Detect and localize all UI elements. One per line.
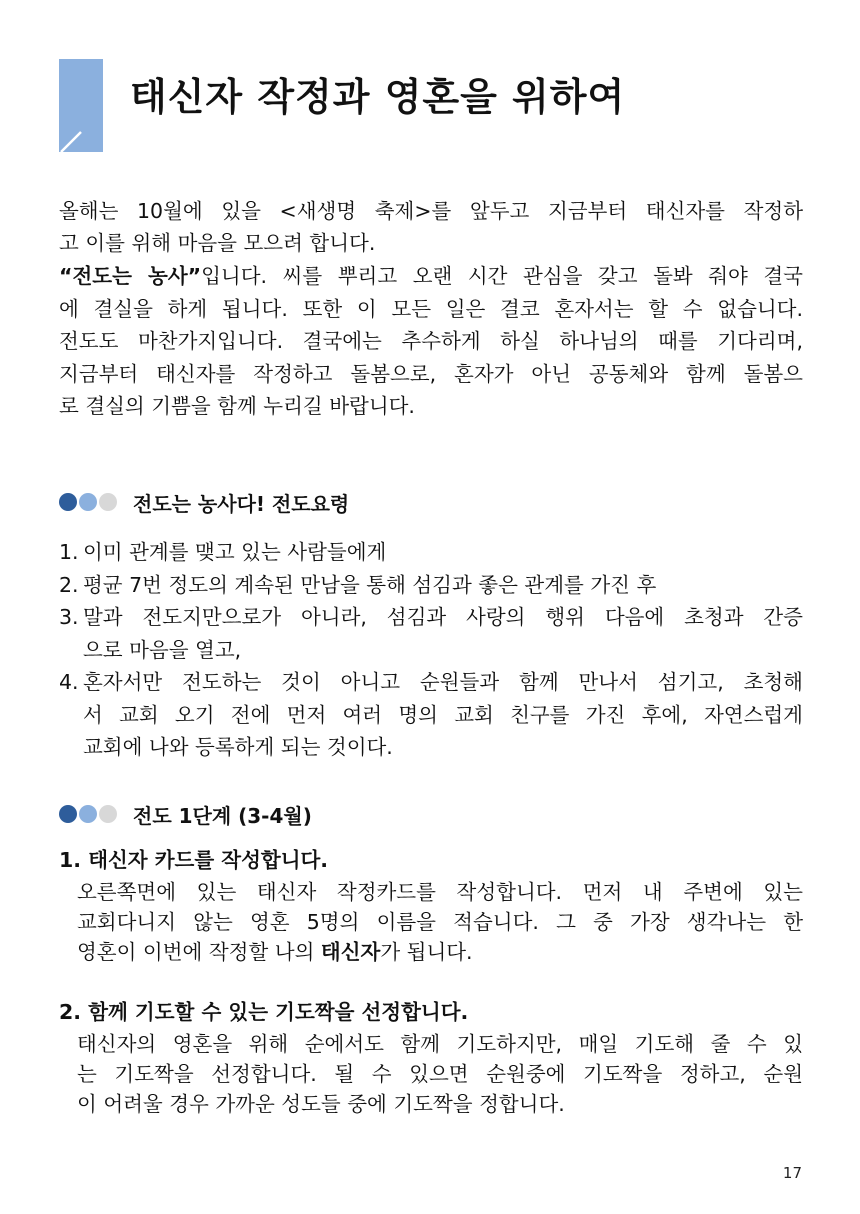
bullet-dot-light-icon	[79, 805, 97, 823]
list-item-number: 1.	[59, 540, 79, 564]
intro-line-5: 전도도 마찬가지입니다. 결국에는 추수하게 하실 하나님의 때를 기다리며,	[59, 329, 803, 353]
list-item-number: 3.	[59, 605, 79, 629]
intro-line-6: 지금부터 태신자를 작정하고 돌봄으로, 혼자가 아닌 공동체와 함께 돌봄으	[59, 362, 803, 386]
list-item-line: 교회에 나와 등록하게 되는 것이다.	[83, 735, 393, 759]
step-2-line-3: 이 어려울 경우 가까운 성도들 중에 기도짝을 정합니다.	[77, 1092, 565, 1116]
step-1-line-2: 교회다니지 않는 영혼 5명의 이름을 적습니다. 그 중 가장 생각나는 한	[77, 910, 803, 934]
bullet-dot-gray-icon	[99, 493, 117, 511]
list-item-line: 이미 관계를 맺고 있는 사람들에게	[83, 540, 387, 564]
list-item-line: 서 교회 오기 전에 먼저 여러 명의 교회 친구를 가진 후에, 자연스럽게	[83, 702, 803, 727]
bullet-dot-dark-icon	[59, 493, 77, 511]
step-1-line-3	[77, 936, 803, 969]
list-item-line: 혼자서만 전도하는 것이 아니고 순원들과 함께 만나서 섬기고, 초청해	[83, 670, 803, 694]
list-item-line: 말과 전도지만으로가 아니라, 섬김과 사랑의 행위 다음에 초청과 간증	[83, 605, 803, 629]
step-2-heading: 2. 함께 기도할 수 있는 기도짝을 선정합니다.	[59, 1000, 469, 1024]
page-number: 17	[782, 1164, 802, 1182]
page-title: 태신자 작정과 영혼을 위하여	[130, 75, 626, 119]
intro-line-4: 에 결실을 하게 됩니다. 또한 이 모든 일은 결코 혼자서는 할 수 없습니다.	[59, 297, 803, 321]
step-1-bold-word: 태신자	[320, 940, 381, 964]
section-heading-label: 전도는 농사다! 전도요령	[133, 491, 350, 516]
intro-line-3	[59, 260, 803, 293]
tips-list	[59, 536, 803, 764]
list-item	[59, 569, 803, 602]
list-item-number: 4.	[59, 670, 79, 694]
list-item-line: 평균 7번 정도의 계속된 만남을 통해 섬김과 좋은 관계를 가진 후	[83, 572, 657, 597]
section-heading-label: 전도 1단계 (3-4월)	[133, 803, 312, 828]
bullet-dot-dark-icon	[59, 805, 77, 823]
step-1-line-3-pre: 영혼이 이번에 작정할 나의	[77, 940, 321, 964]
list-item	[59, 666, 803, 764]
intro-bold-phrase: “전도는 농사”	[59, 264, 202, 288]
title-decoration-slash	[59, 59, 103, 152]
list-item	[59, 536, 803, 569]
intro-line-2: 고 이를 위해 마음을 모으려 합니다.	[59, 231, 376, 255]
intro-line-1: 올해는 10월에 있을 <새생명 축제>를 앞두고 지금부터 태신자를 작정하	[59, 199, 803, 223]
list-item-line: 으로 마음을 열고,	[83, 637, 242, 662]
list-item	[59, 601, 803, 666]
step-2-line-1: 태신자의 영혼을 위해 순에서도 함께 기도하지만, 매일 기도해 줄 수 있	[77, 1032, 803, 1056]
step-1-line-1: 오른쪽면에 있는 태신자 작정카드를 작성합니다. 먼저 내 주변에 있는	[77, 880, 803, 904]
bullet-dot-light-icon	[79, 493, 97, 511]
list-item-number: 2.	[59, 572, 79, 597]
title-decoration-bar	[59, 59, 103, 152]
section-heading-tips	[59, 488, 349, 516]
bullet-dot-gray-icon	[99, 805, 117, 823]
intro-line-3-rest: 입니다. 씨를 뿌리고 오랜 시간 관심을 갖고 돌봐 줘야 결국	[201, 264, 803, 288]
step-2-line-2: 는 기도짝을 선정합니다. 될 수 있으면 순원중에 기도짝을 정하고, 순원	[77, 1062, 803, 1086]
step-1-heading: 1. 태신자 카드를 작성합니다.	[59, 848, 329, 872]
intro-line-7: 로 결실의 기쁨을 함께 누리길 바랍니다.	[59, 394, 415, 418]
step-1-line-3-post: 가 됩니다.	[380, 940, 473, 964]
section-heading-step1	[59, 800, 312, 828]
